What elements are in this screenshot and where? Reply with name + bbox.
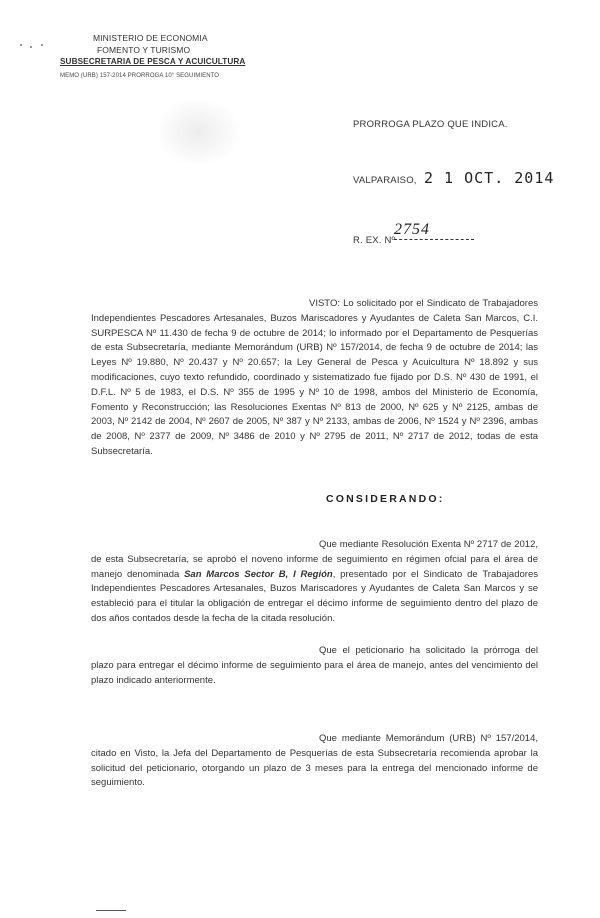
scan-speck <box>30 46 32 48</box>
considerando-heading: CONSIDERANDO: <box>326 493 445 505</box>
considerando-paragraph-1 <box>91 538 538 627</box>
p1-text-before: Que mediante Resolución Exenta Nº 2717 de 2012, de esta Subsecretaría, se aprobó el noveno informe de seguimiento en régimen ofcial para el área de manejo denominada <box>91 539 538 580</box>
considerando-paragraph-2: Que el peticionario ha solicitado la prórroga del plazo para entregar el décimo informe de seguimiento para el área de manejo, antes del vencimiento del plazo indicado anteriormente. <box>91 645 538 686</box>
scan-speck <box>41 44 43 46</box>
rex-label: R. EX. Nº <box>353 235 396 246</box>
faint-stamp-mark <box>158 100 238 164</box>
scan-speck <box>20 44 22 46</box>
document-subject: PRORROGA PLAZO QUE INDICA. <box>353 119 508 130</box>
rex-number: 2754 <box>394 221 474 240</box>
place-label: VALPARAISO, <box>353 175 417 186</box>
ministry-name: MINISTERIO DE ECONOMIA <box>93 33 208 43</box>
document-date: 2 1 OCT. 2014 <box>424 169 555 187</box>
memo-reference: MEMO (URB) 157-2014 PRORROGA 10° SEGUIMIENTO <box>60 73 220 79</box>
visto-paragraph: VISTO: Lo solicitado por el Sindicato de Trabajadores Independientes Pescadores Artesanales, Buzos Mariscadores y Ayudantes de Caleta San Marcos, C.I. SURPESCA Nº 11.430 de fecha 9 de octubre de 2014; lo informado por el Departamento de Pesquerías de esta Subsecretaría, mediante Memorándum (URB) Nº 157/2014, de fecha 9 de octubre de 2014; las Leyes Nº 19.880, Nº 20.437 y Nº 20.657; la Ley General de Pesca y Acuicultura Nº 18.892 y sus modificaciones, cuyo texto refundido, coordinado y sistematizado fue fijado por D.S. Nº 430 de 1991, el D.F.L. Nº 5 de 1983, el D.S. Nº 355 de 1995 y Nº 10 de 1998, ambos del Ministerio de Economía, Fomento y Reconstrucción; las Resoluciones Exentas Nº 813 de 2000, Nº 625 y Nº 2125, ambas de 2003, Nº 2142 de 2004, Nº 2607 de 2005, Nº 387 y Nº 2133, ambas de 2006, Nº 1524 y Nº 2396, ambas de 2008, Nº 2377 de 2009, Nº 3486 de 2010 y Nº 2795 de 2011, Nº 2717 de 2012, todas de esta Subsecretaría. <box>91 298 538 457</box>
p1-area-name: San Marcos Sector B, I Región <box>184 568 333 580</box>
considerando-paragraph-3: Que mediante Memorándum (URB) Nº 157/2014, citado en Visto, la Jefa del Departamento de Pesquerías de esta Subsecretaría recomienda aprobar la solicitud del peticionario, otorgando un plazo de 3 meses para la entrega del mencionado informe de seguimiento. <box>91 733 538 789</box>
p1-text-after: , presentado por el Sindicato de Trabajadores Independientes Pescadores Artesanales, Buzos Mariscadores y Ayudantes de Caleta San Marcos y se estableció para el titular la obligación de entregar el décimo informe de seguimiento dentro del plazo de dos años contados desde la fecha de la citada resolución. <box>91 568 538 624</box>
subsecretaria-name: SUBSECRETARIA DE PESCA Y ACUICULTURA <box>60 57 246 66</box>
footer-mark <box>96 910 126 911</box>
ministry-subtitle: FOMENTO Y TURISMO <box>97 45 191 55</box>
